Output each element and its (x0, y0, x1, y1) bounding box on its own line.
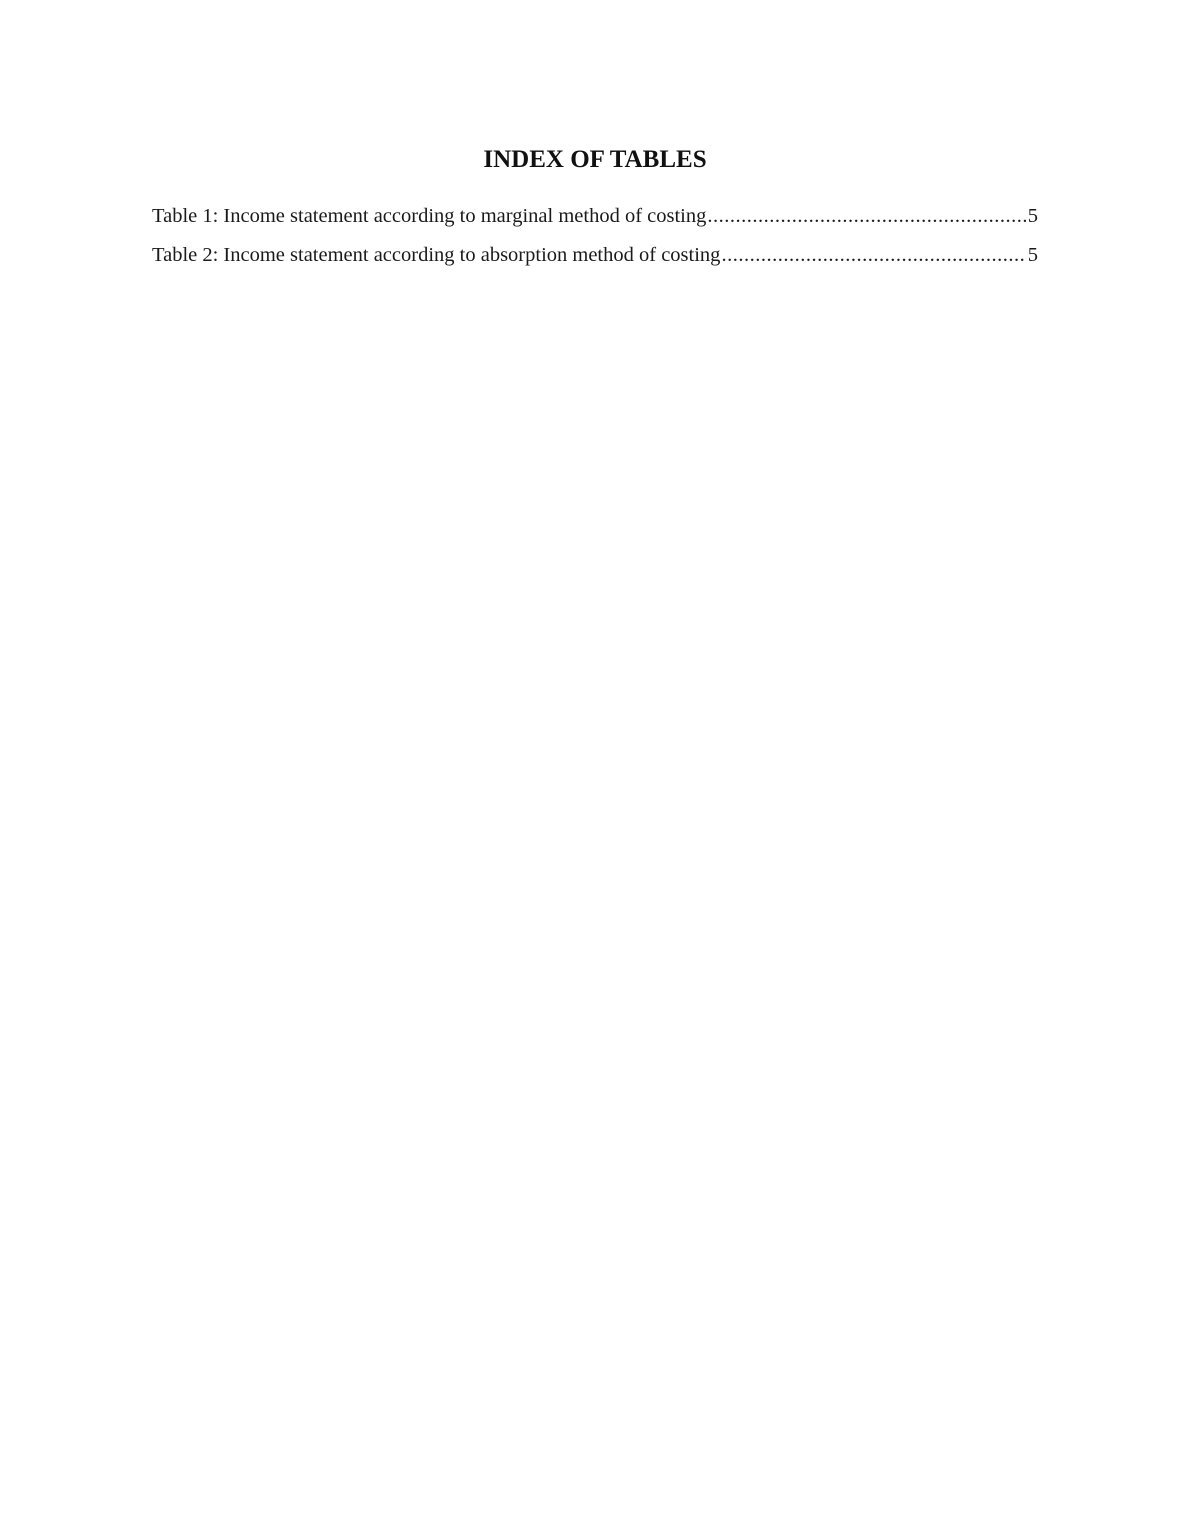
dot-leader (707, 200, 1025, 232)
table-index-list (152, 200, 1038, 278)
index-entry-label: Table 1: Income statement according to marginal method of costing (152, 205, 707, 227)
index-entry-page-number: 5 (1027, 244, 1038, 266)
index-entry-page-number: 5 (1027, 205, 1038, 227)
page-title: INDEX OF TABLES (483, 146, 707, 173)
index-entry-table-2[interactable] (152, 239, 1038, 278)
dot-leader (721, 239, 1025, 271)
index-entry-table-1[interactable] (152, 200, 1038, 239)
index-entry-label: Table 2: Income statement according to absorption method of costing (152, 244, 721, 266)
